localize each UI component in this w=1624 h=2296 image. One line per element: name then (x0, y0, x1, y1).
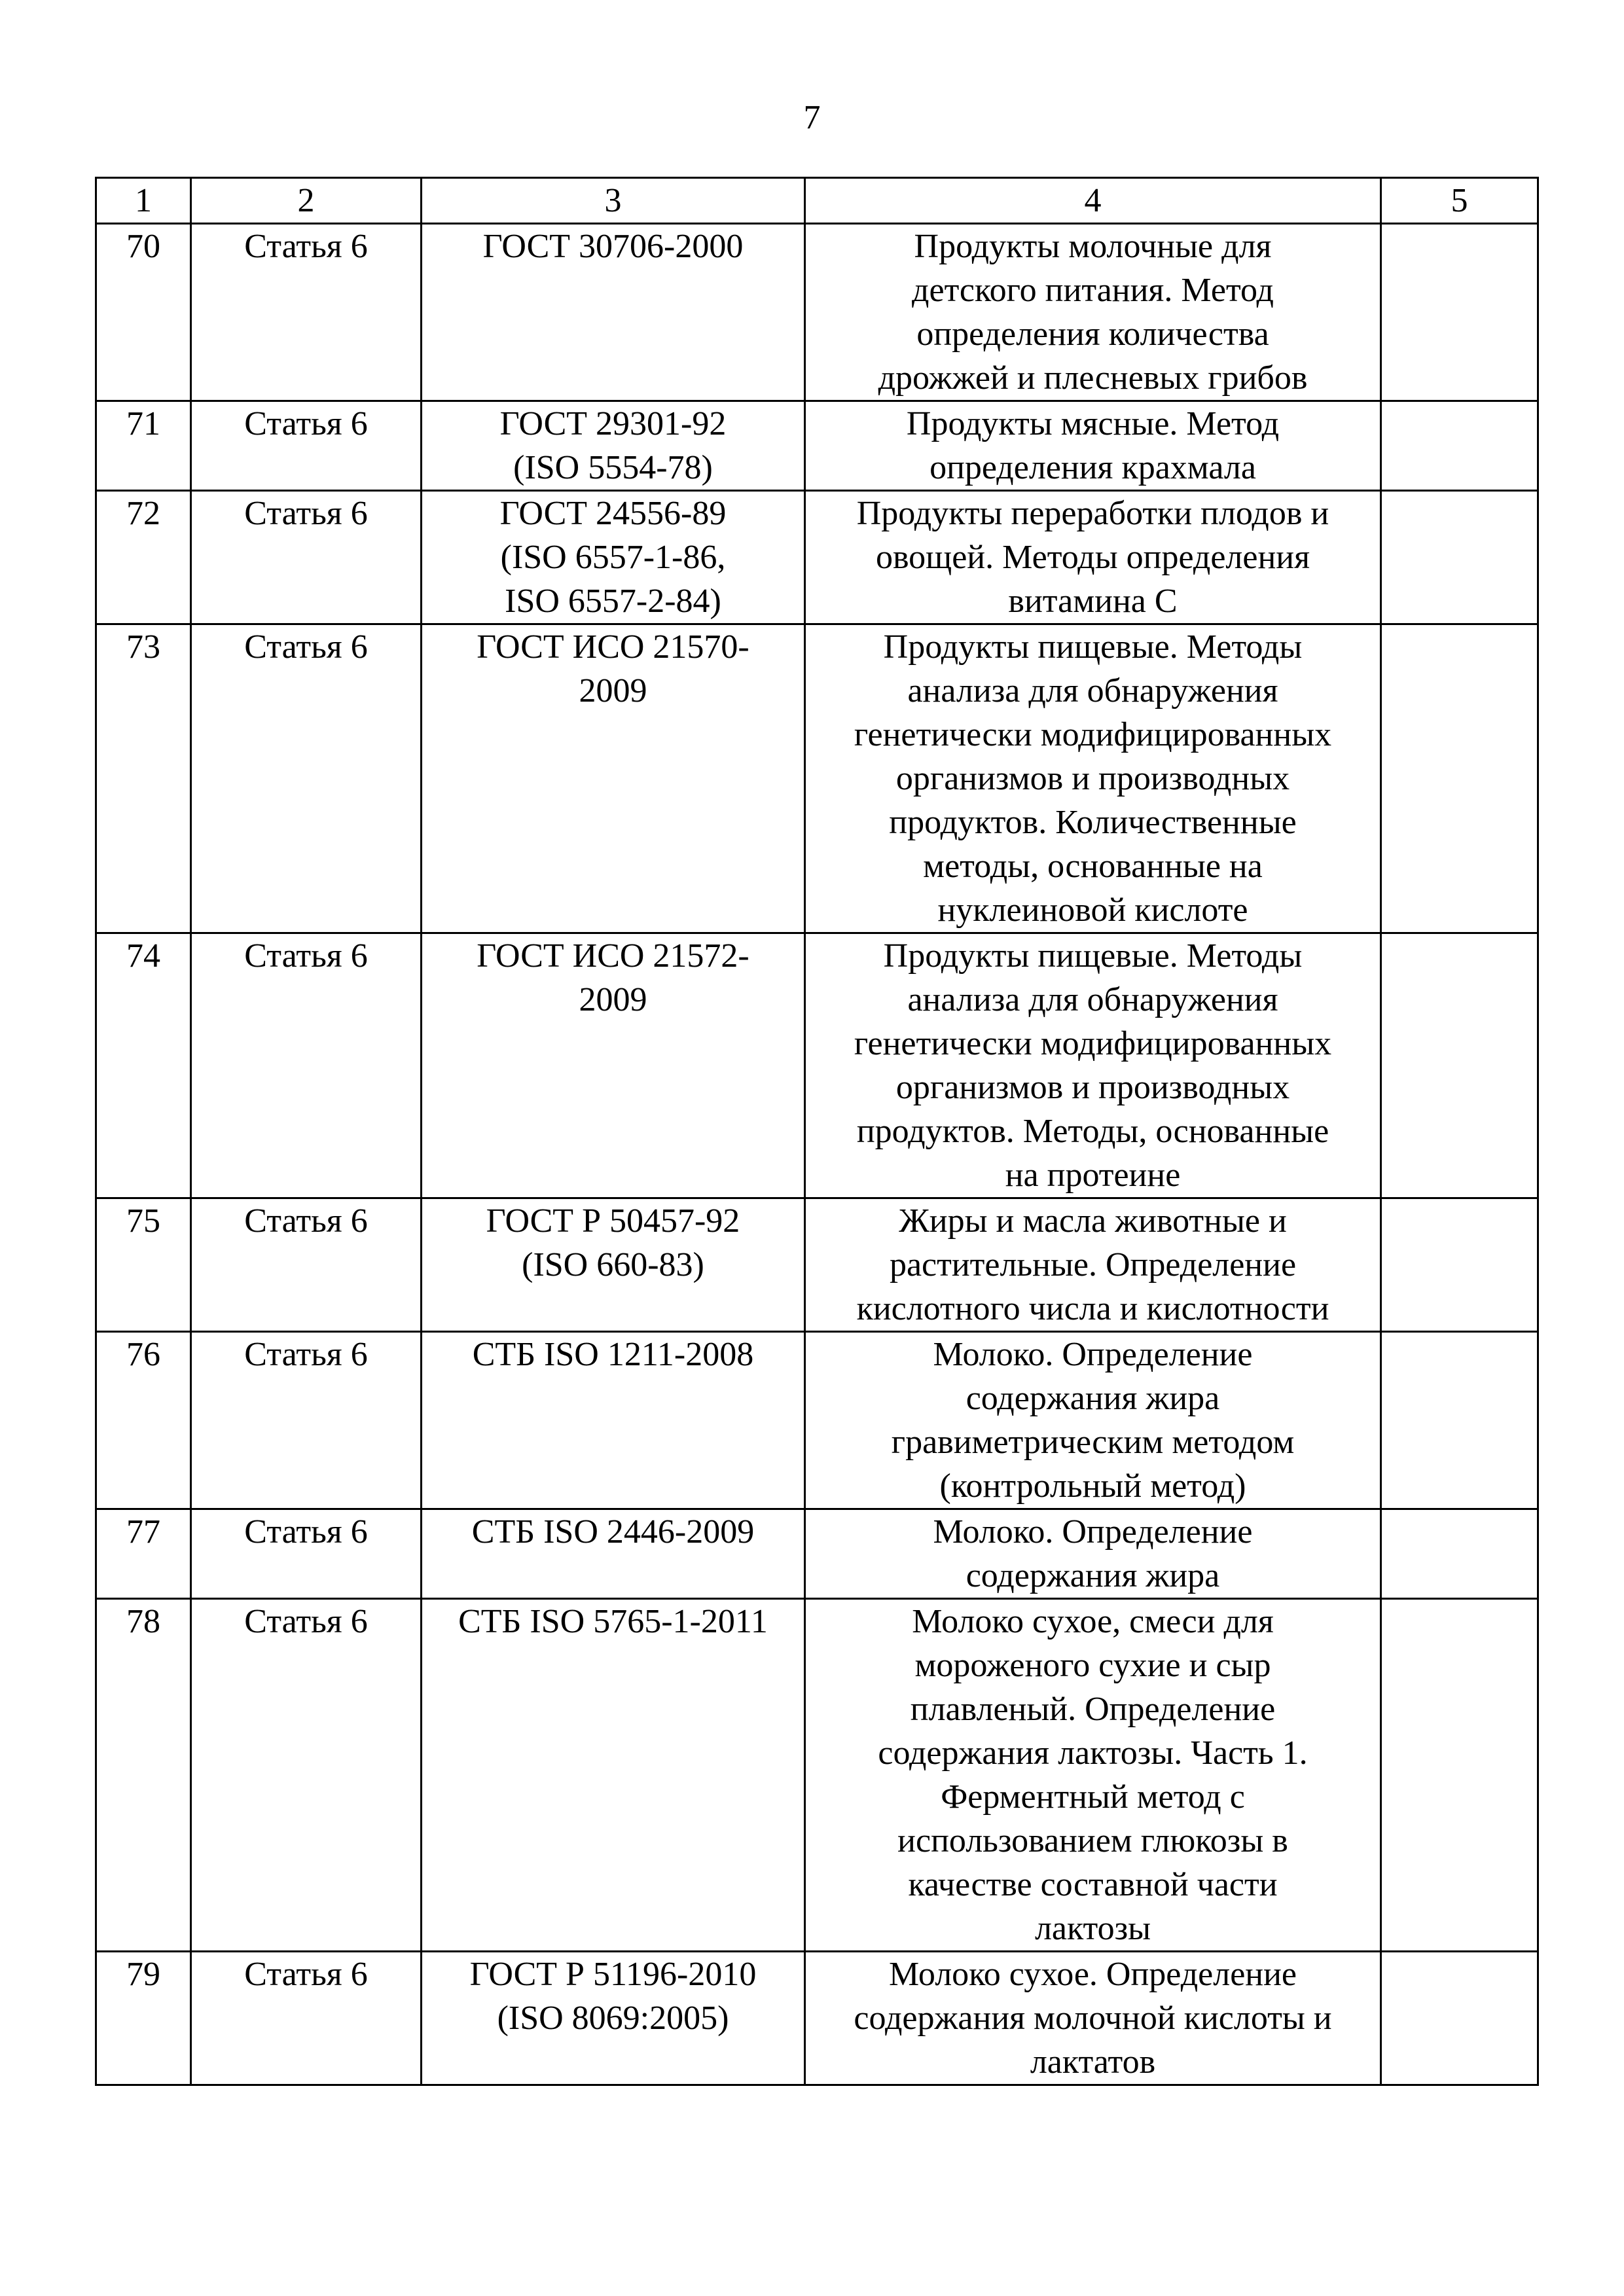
title-cell-line: лактатов (1030, 2043, 1156, 2081)
title-cell-line: Молоко. Определение (933, 1513, 1253, 1551)
title-cell (805, 1509, 1381, 1599)
title-cell-line: на протеине (1005, 1157, 1181, 1194)
standard-cell-line: ГОСТ 24556-89 (499, 495, 727, 532)
row-number-cell: 75 (96, 1198, 191, 1332)
title-cell-line: содержания молочной кислоты и (854, 2000, 1332, 2037)
article-cell: Статья 6 (191, 1332, 422, 1509)
title-cell-line: продуктов. Методы, основанные (856, 1113, 1329, 1150)
article-cell: Статья 6 (191, 1509, 422, 1599)
article-cell: Статья 6 (191, 624, 422, 933)
column-header-2: 2 (191, 178, 422, 224)
standard-cell-line: ГОСТ Р 51196-2010 (469, 1956, 757, 1993)
article-cell: Статья 6 (191, 224, 422, 401)
title-cell-line: генетически модифицированных (854, 1025, 1332, 1062)
standard-cell (422, 1952, 805, 2085)
title-cell-line: витамина С (1008, 583, 1178, 620)
title-cell-line: методы, основанные на (923, 848, 1263, 885)
title-cell-line: содержания жира (965, 1380, 1220, 1417)
table-body (96, 178, 1538, 2085)
title-cell-line: использованием глюкозы в (897, 1822, 1288, 1859)
title-cell-line: содержания лактозы. Часть 1. (878, 1734, 1308, 1772)
article-cell: Статья 6 (191, 491, 422, 624)
title-cell-line: Продукты переработки плодов и (856, 495, 1329, 532)
title-cell (805, 624, 1381, 933)
standard-cell-line: (ISO 6557-1-86, (500, 539, 726, 576)
title-cell-line: анализа для обнаружения (907, 672, 1278, 709)
table-row (96, 491, 1538, 624)
table-row (96, 1198, 1538, 1332)
table-row (96, 933, 1538, 1198)
title-cell (805, 224, 1381, 401)
row-number-cell: 72 (96, 491, 191, 624)
title-cell-line: качестве составной части (908, 1866, 1278, 1903)
note-cell (1381, 224, 1538, 401)
standard-cell-line: СТБ ISO 1211-2008 (472, 1336, 754, 1373)
standard-cell (422, 224, 805, 401)
title-cell-line: Продукты пищевые. Методы (883, 937, 1303, 975)
standard-cell (422, 1198, 805, 1332)
standard-cell (422, 491, 805, 624)
title-cell-line: кислотного числа и кислотности (856, 1290, 1329, 1327)
column-header-3: 3 (422, 178, 805, 224)
page-number: 7 (803, 99, 821, 136)
note-cell (1381, 1599, 1538, 1952)
table-row (96, 624, 1538, 933)
standard-cell-line: ГОСТ 30706-2000 (482, 228, 744, 265)
article-cell: Статья 6 (191, 401, 422, 491)
standard-cell-line: 2009 (579, 981, 647, 1018)
row-number-cell: 78 (96, 1599, 191, 1952)
row-number-cell: 73 (96, 624, 191, 933)
row-number-cell: 70 (96, 224, 191, 401)
table-row (96, 1599, 1538, 1952)
standard-cell-line: ISO 6557-2-84) (505, 583, 721, 620)
title-cell-line: Продукты молочные для (914, 228, 1272, 265)
note-cell (1381, 1952, 1538, 2085)
title-cell-line: мороженого сухие и сыр (914, 1647, 1271, 1684)
standard-cell (422, 933, 805, 1198)
title-cell-line: Жиры и масла животные и (899, 1202, 1287, 1240)
article-cell: Статья 6 (191, 1599, 422, 1952)
title-cell (805, 1198, 1381, 1332)
title-cell (805, 1952, 1381, 2085)
title-cell-line: гравиметрическим методом (891, 1424, 1295, 1461)
title-cell-line: детского питания. Метод (912, 272, 1274, 309)
standard-cell (422, 401, 805, 491)
row-number-cell: 79 (96, 1952, 191, 2085)
standard-cell (422, 1509, 805, 1599)
note-cell (1381, 1509, 1538, 1599)
title-cell-line: нуклеиновой кислоте (937, 891, 1248, 929)
title-cell (805, 933, 1381, 1198)
note-cell (1381, 1332, 1538, 1509)
note-cell (1381, 401, 1538, 491)
standard-cell-line: (ISO 8069:2005) (497, 2000, 729, 2037)
article-cell: Статья 6 (191, 1198, 422, 1332)
standard-cell-line: ГОСТ ИСО 21572- (477, 937, 749, 975)
note-cell (1381, 624, 1538, 933)
column-header-4: 4 (805, 178, 1381, 224)
title-cell-line: Продукты пищевые. Методы (883, 628, 1303, 666)
title-cell-line: содержания жира (965, 1557, 1220, 1594)
title-cell-line: дрожжей и плесневых грибов (878, 359, 1308, 397)
table-row (96, 401, 1538, 491)
title-cell-line: генетически модифицированных (854, 716, 1332, 753)
title-cell-line: Молоко сухое, смеси для (912, 1603, 1274, 1640)
row-number-cell: 77 (96, 1509, 191, 1599)
standard-cell-line: ГОСТ 29301-92 (499, 405, 727, 442)
table-header-row (96, 178, 1538, 224)
title-cell-line: плавленый. Определение (910, 1691, 1276, 1728)
title-cell-line: Молоко. Определение (933, 1336, 1253, 1373)
title-cell-line: продуктов. Количественные (889, 804, 1297, 841)
standard-cell-line: (ISO 5554-78) (513, 449, 713, 486)
title-cell-line: (контрольный метод) (939, 1467, 1246, 1505)
column-header-1: 1 (96, 178, 191, 224)
standard-cell-line: (ISO 660-83) (522, 1246, 704, 1283)
standard-cell-line: ГОСТ ИСО 21570- (477, 628, 749, 666)
article-cell: Статья 6 (191, 1952, 422, 2085)
standard-cell-line: СТБ ISO 5765-1-2011 (458, 1603, 768, 1640)
row-number-cell: 76 (96, 1332, 191, 1509)
title-cell-line: Ферментный метод с (941, 1778, 1245, 1816)
title-cell-line: определения крахмала (929, 449, 1256, 486)
standard-cell-line: СТБ ISO 2446-2009 (471, 1513, 755, 1551)
title-cell (805, 401, 1381, 491)
standard-cell (422, 1599, 805, 1952)
row-number-cell: 71 (96, 401, 191, 491)
title-cell-line: анализа для обнаружения (907, 981, 1278, 1018)
standard-cell (422, 624, 805, 933)
standard-cell (422, 1332, 805, 1509)
title-cell-line: растительные. Определение (889, 1246, 1297, 1283)
title-cell-line: Продукты мясные. Метод (906, 405, 1280, 442)
title-cell-line: определения количества (916, 315, 1269, 353)
note-cell (1381, 491, 1538, 624)
article-cell: Статья 6 (191, 933, 422, 1198)
table-row (96, 1952, 1538, 2085)
title-cell-line: организмов и производных (895, 760, 1290, 797)
standard-cell-line: ГОСТ Р 50457-92 (486, 1202, 740, 1240)
standard-cell-line: 2009 (579, 672, 647, 709)
note-cell (1381, 933, 1538, 1198)
title-cell-line: лактозы (1034, 1910, 1151, 1947)
table-row (96, 224, 1538, 401)
table-row (96, 1509, 1538, 1599)
title-cell (805, 1332, 1381, 1509)
column-header-5: 5 (1381, 178, 1538, 224)
title-cell-line: Молоко сухое. Определение (888, 1956, 1297, 1993)
note-cell (1381, 1198, 1538, 1332)
title-cell-line: организмов и производных (895, 1069, 1290, 1106)
row-number-cell: 74 (96, 933, 191, 1198)
title-cell-line: овощей. Методы определения (875, 539, 1310, 576)
title-cell (805, 491, 1381, 624)
table-row (96, 1332, 1538, 1509)
title-cell (805, 1599, 1381, 1952)
standards-table (95, 177, 1539, 2086)
